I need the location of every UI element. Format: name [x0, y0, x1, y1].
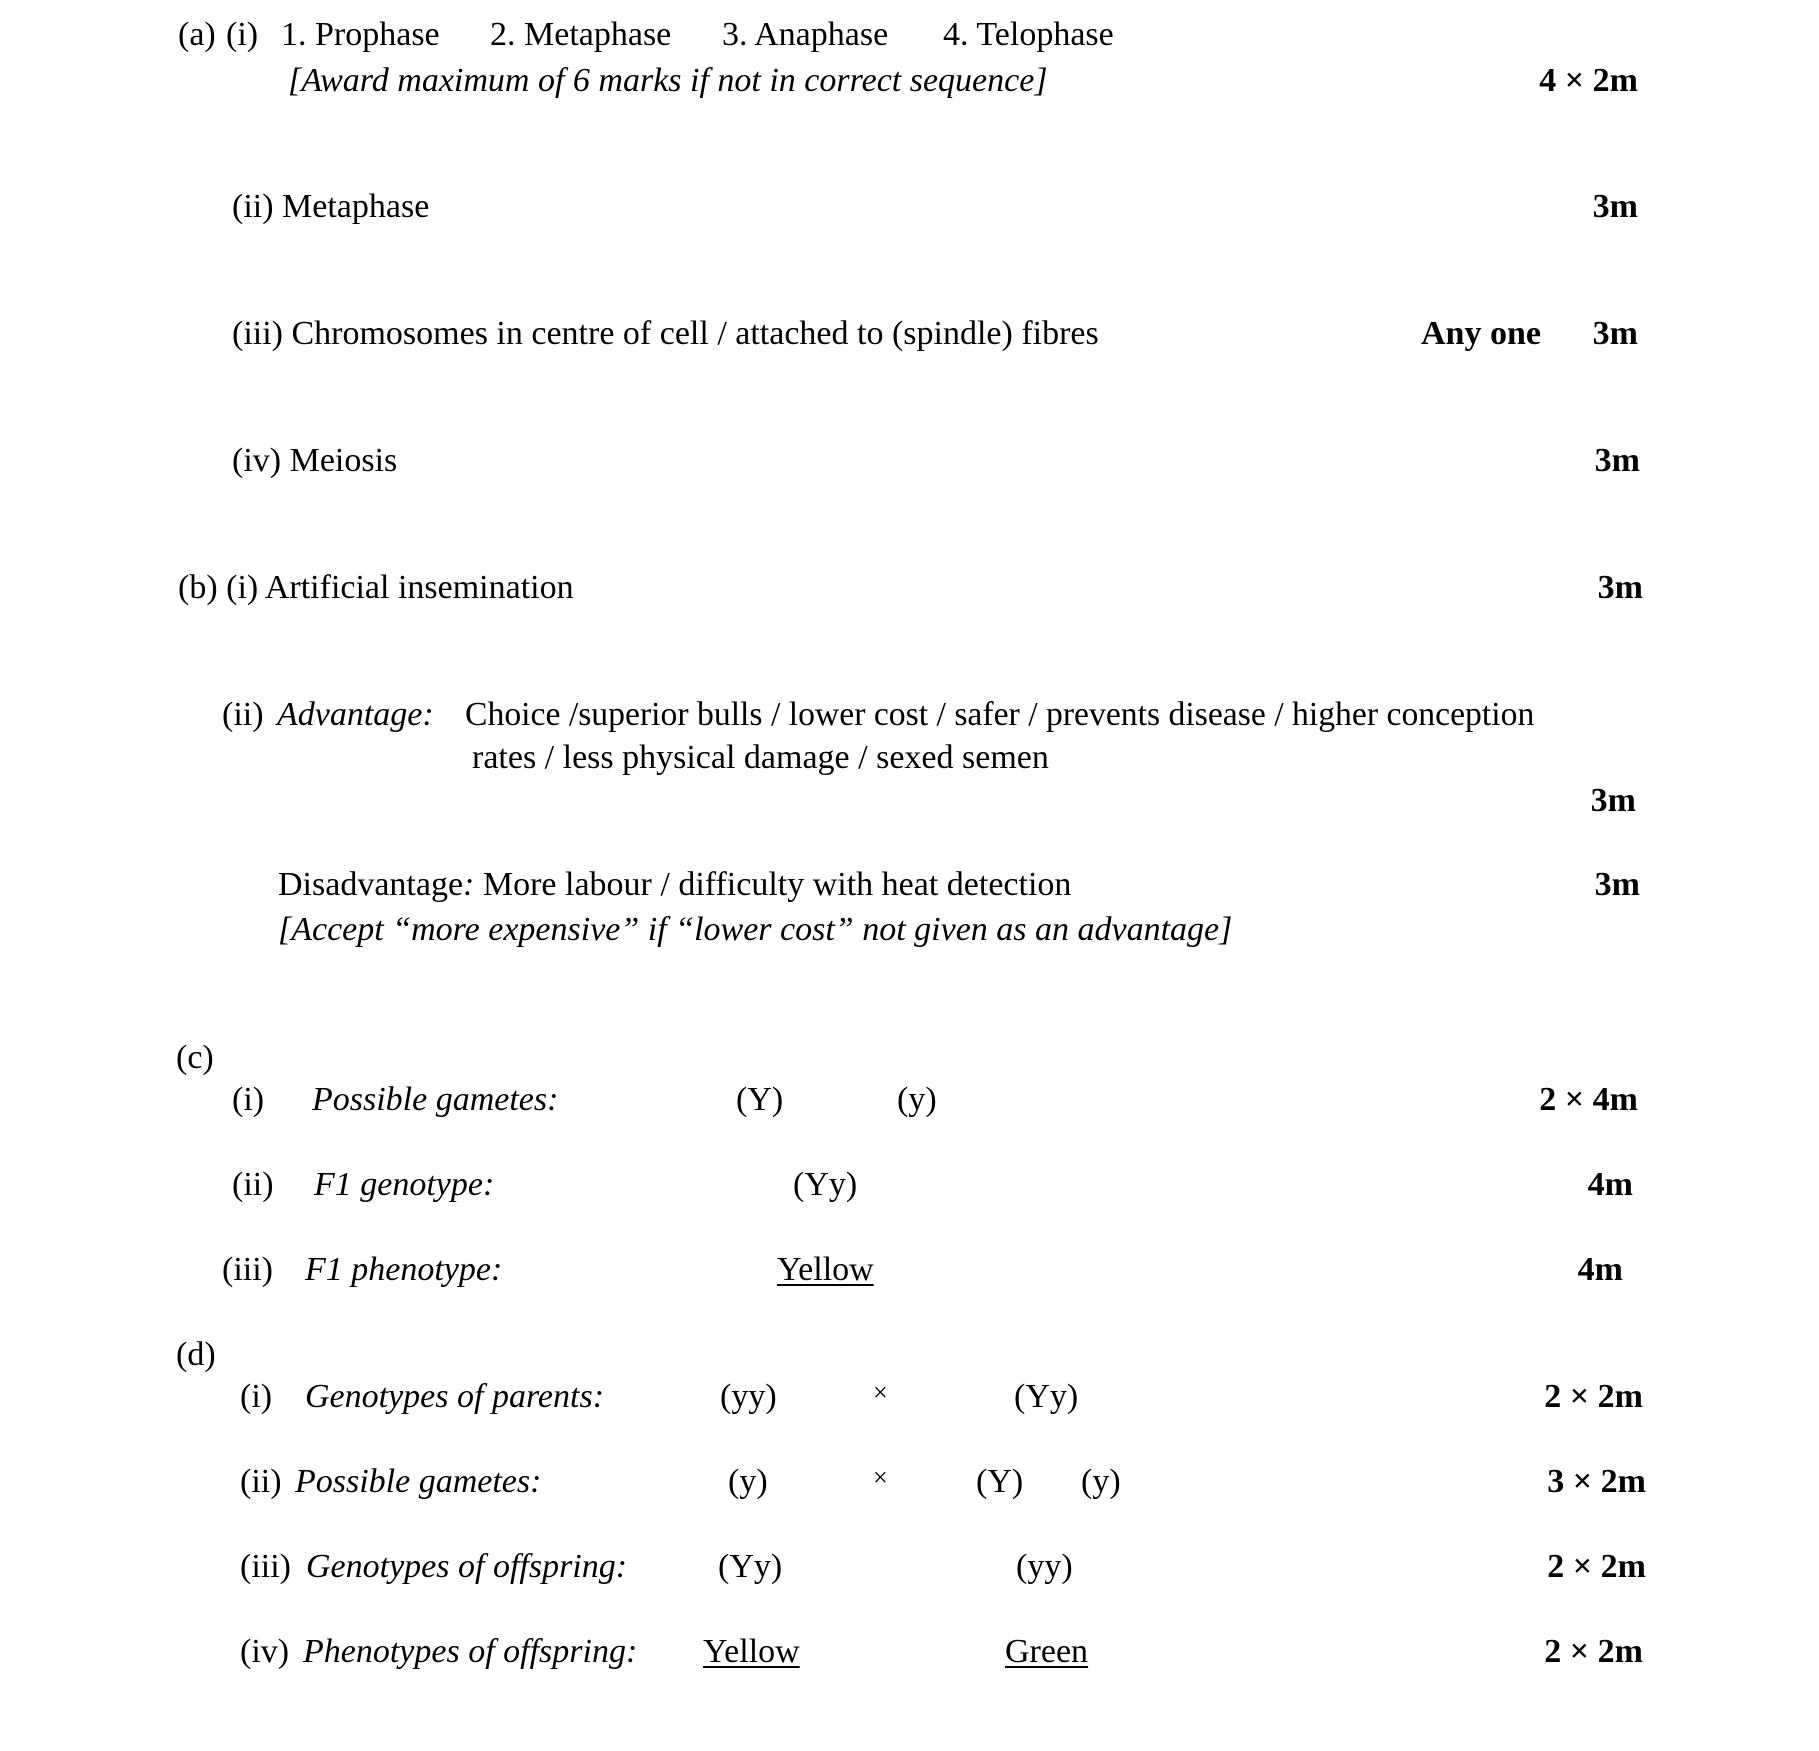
part-a-i-marks: 4 × 2m [1539, 62, 1638, 99]
disadvantage-text: More labour / difficulty with heat detection [482, 866, 1072, 903]
part-d-iii-marks: 2 × 2m [1547, 1548, 1646, 1585]
part-a-iii-answer: (iii) Chromosomes in centre of cell / attached to (spindle) fibres [232, 315, 1099, 352]
part-a-iii-qualifier: Any one [1421, 315, 1541, 352]
part-d-i-number: (i) [240, 1378, 273, 1415]
part-b-ii-number: (ii) [222, 696, 264, 733]
offspring-phenotype-2: Green [1005, 1633, 1089, 1670]
gamete-cross-symbol: × [873, 1463, 888, 1492]
part-d-ii-marks: 3 × 2m [1547, 1463, 1646, 1500]
part-d-ii-label: Possible gametes: [295, 1463, 542, 1500]
part-d-iv-label: Phenotypes of offspring: [303, 1633, 638, 1670]
part-a-iii-marks: 3m [1592, 315, 1638, 352]
part-d-iii-label: Genotypes of offspring: [306, 1548, 628, 1585]
part-c-i-marks: 2 × 4m [1539, 1081, 1638, 1118]
disadvantage-marks: 3m [1594, 866, 1640, 903]
part-a-label: (a) [178, 16, 216, 53]
advantage-marks: 3m [1590, 782, 1636, 819]
part-c-gamete-1: (Y) [736, 1081, 784, 1118]
phase-2: 2. Metaphase [490, 16, 672, 53]
offspring-genotype-1: (Yy) [718, 1548, 783, 1585]
phase-1: 1. Prophase [281, 16, 440, 53]
part-a-ii-answer: (ii) Metaphase [232, 188, 430, 225]
part-c-i-number: (i) [232, 1081, 265, 1118]
disadvantage-colon: : [463, 866, 475, 903]
part-d-label: (d) [176, 1336, 216, 1373]
parent-genotype-2: (Yy) [1014, 1378, 1079, 1415]
part-d-i-marks: 2 × 2m [1544, 1378, 1643, 1415]
part-d-ii-number: (ii) [240, 1463, 282, 1500]
part-c-label: (c) [176, 1039, 214, 1076]
part-a-iv-marks: 3m [1594, 442, 1640, 479]
part-d-iv-number: (iv) [240, 1633, 290, 1670]
offspring-genotype-2: (yy) [1016, 1548, 1073, 1585]
disadvantage-row [278, 868, 1071, 902]
part-d-gamete-2: (Y) [976, 1463, 1024, 1500]
part-c-iii-label: F1 phenotype: [305, 1251, 503, 1288]
part-a-iv-answer: (iv) Meiosis [232, 442, 398, 479]
part-a-i-note: [Award maximum of 6 marks if not in correct sequence] [288, 62, 1048, 99]
disadvantage-note: [Accept “more expensive” if “lower cost” not given as an advantage] [278, 911, 1233, 948]
part-d-gamete-1: (y) [728, 1463, 768, 1500]
part-c-f1-genotype: (Yy) [793, 1166, 858, 1203]
part-c-gamete-2: (y) [897, 1081, 937, 1118]
part-d-gamete-3: (y) [1081, 1463, 1121, 1500]
part-b-i-answer: (b) (i) Artificial insemination [178, 569, 574, 606]
part-c-iii-number: (iii) [222, 1251, 273, 1288]
part-d-iii-number: (iii) [240, 1548, 291, 1585]
offspring-phenotype-1: Yellow [703, 1633, 800, 1670]
part-a-ii-marks: 3m [1592, 188, 1638, 225]
parent-genotype-1: (yy) [720, 1378, 777, 1415]
part-b-i-marks: 3m [1597, 569, 1643, 606]
part-d-iv-marks: 2 × 2m [1544, 1633, 1643, 1670]
part-c-ii-marks: 4m [1587, 1166, 1633, 1203]
part-c-ii-label: F1 genotype: [314, 1166, 495, 1203]
phase-3: 3. Anaphase [722, 16, 889, 53]
advantage-line-2: rates / less physical damage / sexed semen [472, 739, 1049, 776]
phase-4: 4. Telophase [943, 16, 1114, 53]
advantage-label: Advantage: [277, 696, 434, 733]
part-c-i-label: Possible gametes: [312, 1081, 559, 1118]
parent-cross-symbol: × [873, 1378, 888, 1407]
part-a-i-number: (i) [226, 16, 259, 53]
part-d-i-label: Genotypes of parents: [305, 1378, 605, 1415]
part-c-ii-number: (ii) [232, 1166, 274, 1203]
disadvantage-label: Disadvantage [278, 866, 464, 903]
part-c-iii-marks: 4m [1577, 1251, 1623, 1288]
advantage-line-1: Choice /superior bulls / lower cost / safer / prevents disease / higher conception [465, 696, 1535, 733]
part-c-f1-phenotype: Yellow [777, 1251, 874, 1288]
